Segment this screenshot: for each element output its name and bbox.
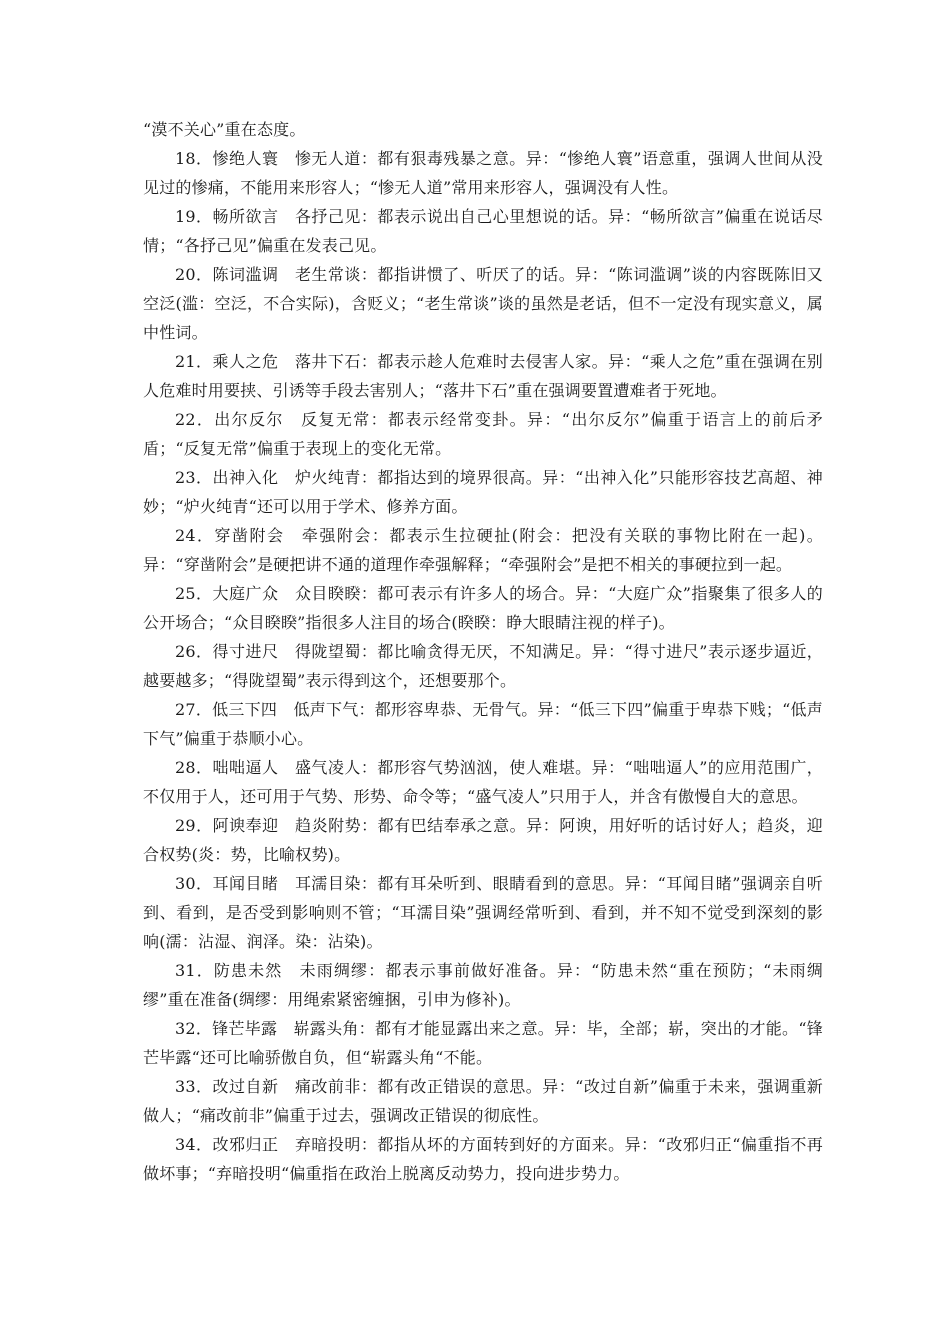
- entry-20: 20．陈词滥调 老生常谈：都指讲惯了、听厌了的话。异：“陈词滥调”谈的内容既陈旧又空泛(滥：空泛，不合实际)，含贬义；“老生常谈”谈的虽然是老话，但不一定没有现实意义，属中性词。: [143, 265, 823, 342]
- entry-25: 25．大庭广众 众目睽睽：都可表示有许多人的场合。异：“大庭广众”指聚集了很多人的公开场合；“众目睽睽”指很多人注目的场合(睽睽：睁大眼睛注视的样子)。: [143, 584, 823, 632]
- entry-32: 32．锋芒毕露 崭露头角：都有才能显露出来之意。异：毕，全部；崭，突出的才能。“锋芒毕露“还可比喻骄傲自负，但“崭露头角“不能。: [143, 1019, 823, 1067]
- entry-31: 31．防患未然 未雨绸缪：都表示事前做好准备。异：“防患未然“重在预防；“未雨绸缪”重在准备(绸缪：用绳索紧密缠捆，引申为修补)。: [143, 961, 823, 1009]
- entry-24: 24．穿凿附会 牵强附会：都表示生拉硬扯(附会：把没有关联的事物比附在一起)。异：“穿凿附会”是硬把讲不通的道理作牵强解释；“牵强附会”是把不相关的事硬拉到一起。: [143, 526, 823, 574]
- entry-22: 22．出尔反尔 反复无常：都表示经常变卦。异：“出尔反尔”偏重于语言上的前后矛盾；“反复无常”偏重于表现上的变化无常。: [143, 410, 823, 458]
- entry-29: 29．阿谀奉迎 趋炎附势：都有巴结奉承之意。异：阿谀，用好听的话讨好人；趋炎，迎合权势(炎：势，比喻权势)。: [143, 816, 823, 864]
- entry-30: 30．耳闻目睹 耳濡目染：都有耳朵听到、眼睛看到的意思。异：“耳闻目睹”强调亲自听到、看到，是否受到影响则不管；“耳濡目染”强调经常听到、看到，并不知不觉受到深刻的影响(濡：沾湿、润泽。染：沾染)。: [143, 874, 823, 951]
- entry-34: 34．改邪归正 弃暗投明：都指从坏的方面转到好的方面来。异：“改邪归正“偏重指不再做坏事；“弃暗投明“偏重指在政治上脱离反动势力，投向进步势力。: [143, 1135, 823, 1183]
- entry-27: 27．低三下四 低声下气：都形容卑恭、无骨气。异：“低三下四”偏重于卑恭下贱；“低声下气”偏重于恭顺小心。: [143, 700, 823, 748]
- entry-26: 26．得寸进尺 得陇望蜀：都比喻贪得无厌，不知满足。异：“得寸进尺”表示逐步逼近，越要越多；“得陇望蜀”表示得到这个，还想要那个。: [143, 642, 823, 690]
- entry-21: 21．乘人之危 落井下石：都表示趁人危难时去侵害人家。异：“乘人之危”重在强调在别人危难时用要挟、引诱等手段去害别人；“落井下石”重在强调要置遭难者于死地。: [143, 352, 823, 400]
- entry-23: 23．出神入化 炉火纯青：都指达到的境界很高。异：“出神入化”只能形容技艺高超、神妙；“炉火纯青“还可以用于学术、修养方面。: [143, 468, 823, 516]
- entry-18: 18．惨绝人寰 惨无人道：都有狠毒残暴之意。异：“惨绝人寰”语意重，强调人世间从没见过的惨痛，不能用来形容人；“惨无人道”常用来形容人，强调没有人性。: [143, 149, 823, 197]
- entry-19: 19．畅所欲言 各抒己见：都表示说出自己心里想说的话。异：“畅所欲言”偏重在说话尽情；“各抒己见”偏重在发表己见。: [143, 207, 823, 255]
- document-body: [143, 115, 823, 1188]
- entry-33: 33．改过自新 痛改前非：都有改正错误的意思。异：“改过自新”偏重于未来，强调重新做人；“痛改前非”偏重于过去，强调改正错误的彻底性。: [143, 1077, 823, 1125]
- entry-28: 28．咄咄逼人 盛气凌人：都形容气势汹汹，使人难堪。异：“咄咄逼人”的应用范围广，不仅用于人，还可用于气势、形势、命令等；“盛气凌人”只用于人，并含有傲慢自大的意思。: [143, 758, 823, 806]
- continuation-paragraph: “漠不关心”重在态度。: [143, 120, 306, 139]
